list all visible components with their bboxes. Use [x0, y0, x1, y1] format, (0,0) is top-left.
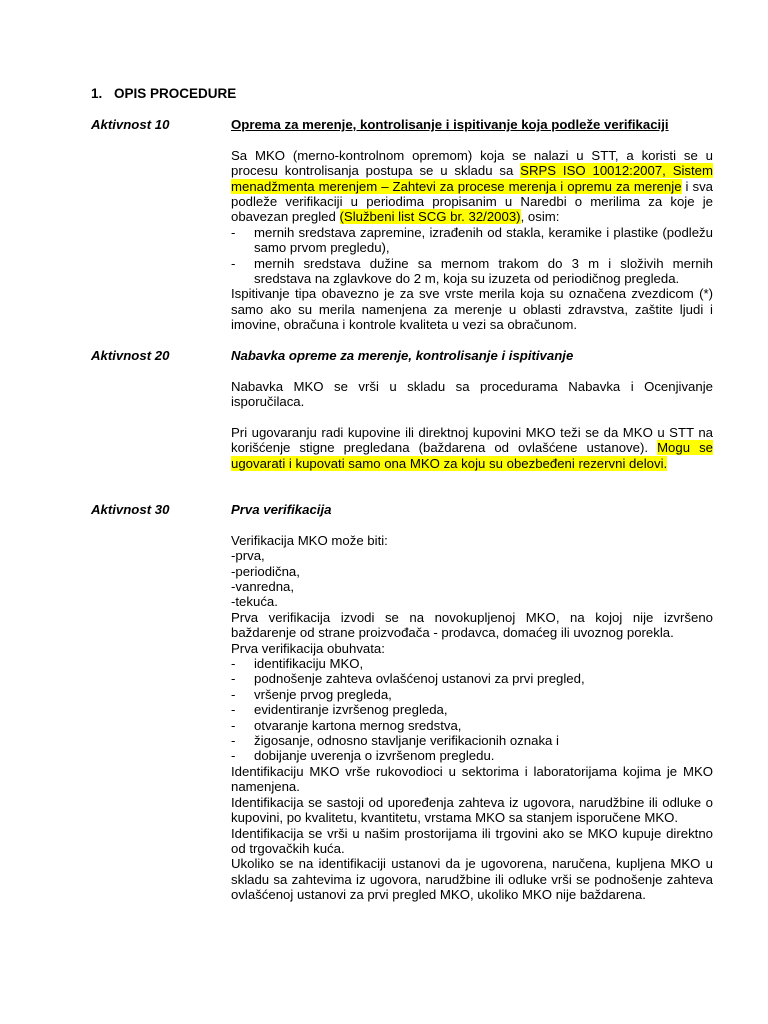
activity-30-steps-list — [231, 656, 713, 764]
list-item: - otvaranje kartona mernog sredstva, — [231, 717, 462, 733]
list-item: - identifikaciju MKO, — [231, 656, 364, 672]
highlight-spare-parts: Mogu se ugovarati i kupovati samo ona MKO za koju su obezbeđeni rezervni delovi. — [231, 440, 713, 471]
activity-30-paragraph-6: Ukoliko se na identifikaciji ustanovi da je ugovorena, naručena, kupljena MKO u skladu sa zahtevima iz ugovora, narudžbine ili odluke vrši se podnošenje zahteva ovlašćenoj ustanovi za prvi pregled MKO, ukoliko MKO nije baždarena. — [231, 856, 713, 903]
activity-30-paragraph-4: Identifikacija se sastoji od upoređenja zahteva iz ugovora, narudžbine ili odluke o kupovini, po kvalitetu, kvantitetu, vrstama MKO sa stanjem isporučene MKO. — [231, 794, 713, 826]
activity-10-exceptions-list — [231, 225, 713, 287]
list-item: - mernih sredstava zapremine, izrađenih od stakla, keramike i plastike (podležu samo prvom pregledu), — [231, 224, 713, 256]
list-item: - vršenje prvog pregleda, — [231, 686, 392, 702]
activity-30-label: Aktivnost 30 — [91, 502, 170, 517]
list-item: - podnošenje zahteva ovlašćenoj ustanovi za prvi pregled, — [231, 671, 585, 687]
list-item: - mernih sredstava dužine sa mernom trakom do 3 m i složivih mernih sredstava na zglavkove do 2 m, koja su izuzeta od periodičnog pregleda. — [231, 255, 713, 287]
list-item: - žigosanje, odnosno stavljanje verifikacionih oznaka i — [231, 733, 559, 749]
activity-10-content — [231, 117, 713, 333]
activity-10-label: Aktivnost 10 — [91, 117, 170, 132]
activity-30-paragraph-5: Identifikacija se vrši u našim prostorijama ili trgovini ako se MKO kupuje direktno od trgovačkih kuća. — [231, 825, 713, 856]
activity-20-paragraph-2: Pri ugovaranju radi kupovine ili direktnoj kupovini MKO teži se da MKO u STT na korišćenje stigne pregledana (baždarena od ovlašćene ustanove). Mogu se ugovarati i kupovati samo ona MKO za koju su obezbeđeni rezervni delovi. — [231, 425, 713, 471]
activity-30-paragraph-2: Prva verifikacija obuhvata: — [231, 640, 385, 656]
activity-10-paragraph-1: Sa MKO (merno-kontrolnom opremom) koja se nalazi u STT, a koristi se u procesu kontrolisanja postupa se u skladu sa SRPS ISO 10012:2007, Sistem menadžmenta merenjem – Zahtevi za procese merenja i opremu za merenje i sva podleže verifikaciji u periodima propisanim u Naredbi o merilima za koje je obavezan pregled (Službeni list SCG br. 32/2003), osim: — [231, 147, 713, 225]
activity-30-content — [231, 502, 713, 903]
verification-type: -prva, — [231, 548, 265, 564]
section-title: OPIS PROCEDURE — [114, 86, 237, 101]
section-heading — [91, 86, 236, 101]
list-item: - evidentiranje izvršenog pregleda, — [231, 702, 448, 718]
activity-30-intro: Verifikacija MKO može biti: — [231, 532, 388, 548]
activity-20-paragraph-1: Nabavka MKO se vrši u skladu sa procedurama Nabavka i Ocenjivanje isporučilaca. — [231, 378, 713, 410]
activity-30-paragraph-1: Prva verifikacija izvodi se na novokupljenoj MKO, na kojoj nije izvršeno baždarenje od strane proizvođača - prodavca, domaćeg ili uvoznog porekla. — [231, 609, 713, 641]
verification-type: -periodična, — [231, 563, 300, 579]
activity-20-title: Nabavka opreme za merenje, kontrolisanje i ispitivanje — [231, 348, 574, 363]
activity-30-paragraph-3: Identifikaciju MKO vrše rukovodioci u sektorima i laboratorijama kojima je MKO namenjena. — [231, 763, 713, 795]
activity-30-title: Prva verifikacija — [231, 502, 332, 517]
list-item: - dobijanje uverenja o izvršenom pregledu. — [231, 748, 495, 764]
verification-type: -tekuća. — [231, 594, 278, 610]
activity-10-paragraph-2: Ispitivanje tipa obavezno je za sve vrste merila koja su označena zvezdicom (*) samo ako su merila namenjena za merenje u oblasti zdravstva, zaštite ljudi i imovine, obračuna i kontrole kvaliteta u vezi sa obračunom. — [231, 286, 713, 333]
verification-type: -vanredna, — [231, 579, 295, 595]
section-number: 1. — [91, 86, 103, 101]
highlight-gazette: (Službeni list SCG br. 32/2003) — [339, 209, 521, 225]
highlight-standard: SRPS ISO 10012:2007, Sistem menadžmenta merenjem – Zahtevi za procese merenja i opremu za merenje — [231, 163, 713, 194]
activity-20-content — [231, 348, 713, 471]
activity-20-label: Aktivnost 20 — [91, 348, 170, 363]
activity-10-title: Oprema za merenje, kontrolisanje i ispitivanje koja podleže verifikaciji — [231, 117, 669, 132]
